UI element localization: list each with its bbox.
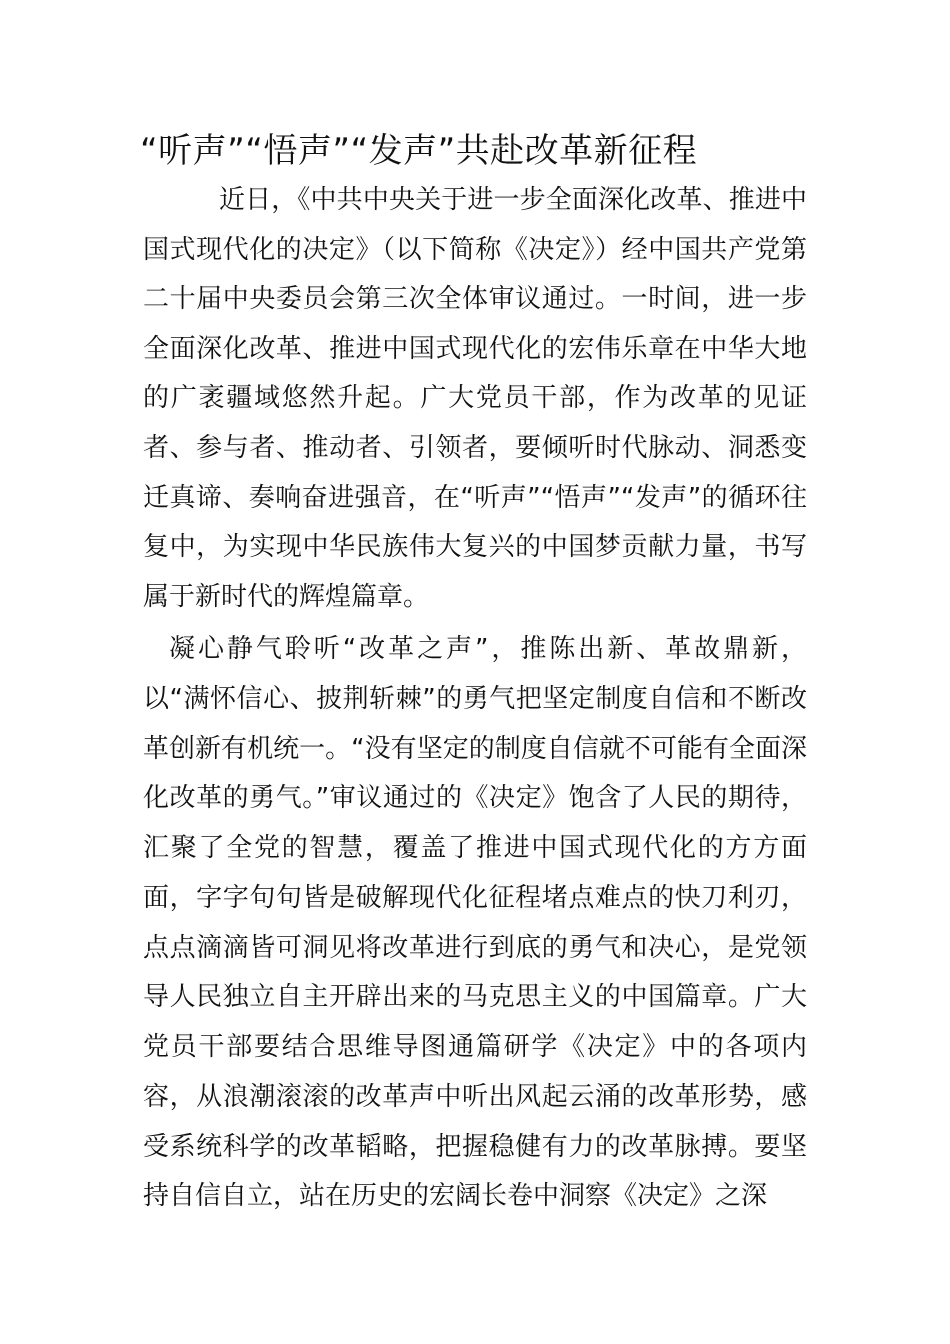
paragraph-intro: 近日，《中共中央关于进一步全面深化改革、推进中国式现代化的决定》（以下简称《决定》）经中国共产党第二十届中央委员会第三次全体审议通过。一时间，进一步全面深化改革、推进中国式现代化的宏伟乐章在中华大地的广袤疆域悠然升起。广大党员干部，作为改革的见证者、参与者、推动者、引领者，要倾听时代脉动、洞悉变迁真谛、奏响奋进强音，在“听声”“悟声”“发声”的循环往复中，为实现中华民族伟大复兴的中国梦贡献力量，书写属于新时代的辉煌篇章。 — [143, 185, 807, 612]
document-title: “听声”“悟声”“发声”共赴改革新征程 — [140, 131, 698, 171]
paragraph-listen-reform: 凝心静气聆听“改革之声”，推陈出新、革故鼎新，以“满怀信心、披荆斩棘”的勇气把坚定制度自信和不断改革创新有机统一。“没有坚定的制度自信就不可能有全面深化改革的勇气。”审议通过的《决定》饱含了人民的期待，汇聚了全党的智慧，覆盖了推进中国式现代化的方方面面，字字句句皆是破解现代化征程堵点难点的快刀利刃，点点滴滴皆可洞见将改革进行到底的勇气和决心，是党领导人民独立自主开辟出来的马克思主义的中国篇章。广大党员干部要结合思维导图通篇研学《决定》中的各项内容，从浪潮滚滚的改革声中听出风起云涌的改革形势，感受系统科学的改革韬略，把握稳健有力的改革脉搏。要坚持自信自立，站在历史的宏阔长卷中洞察《决定》之深 — [143, 634, 807, 1212]
